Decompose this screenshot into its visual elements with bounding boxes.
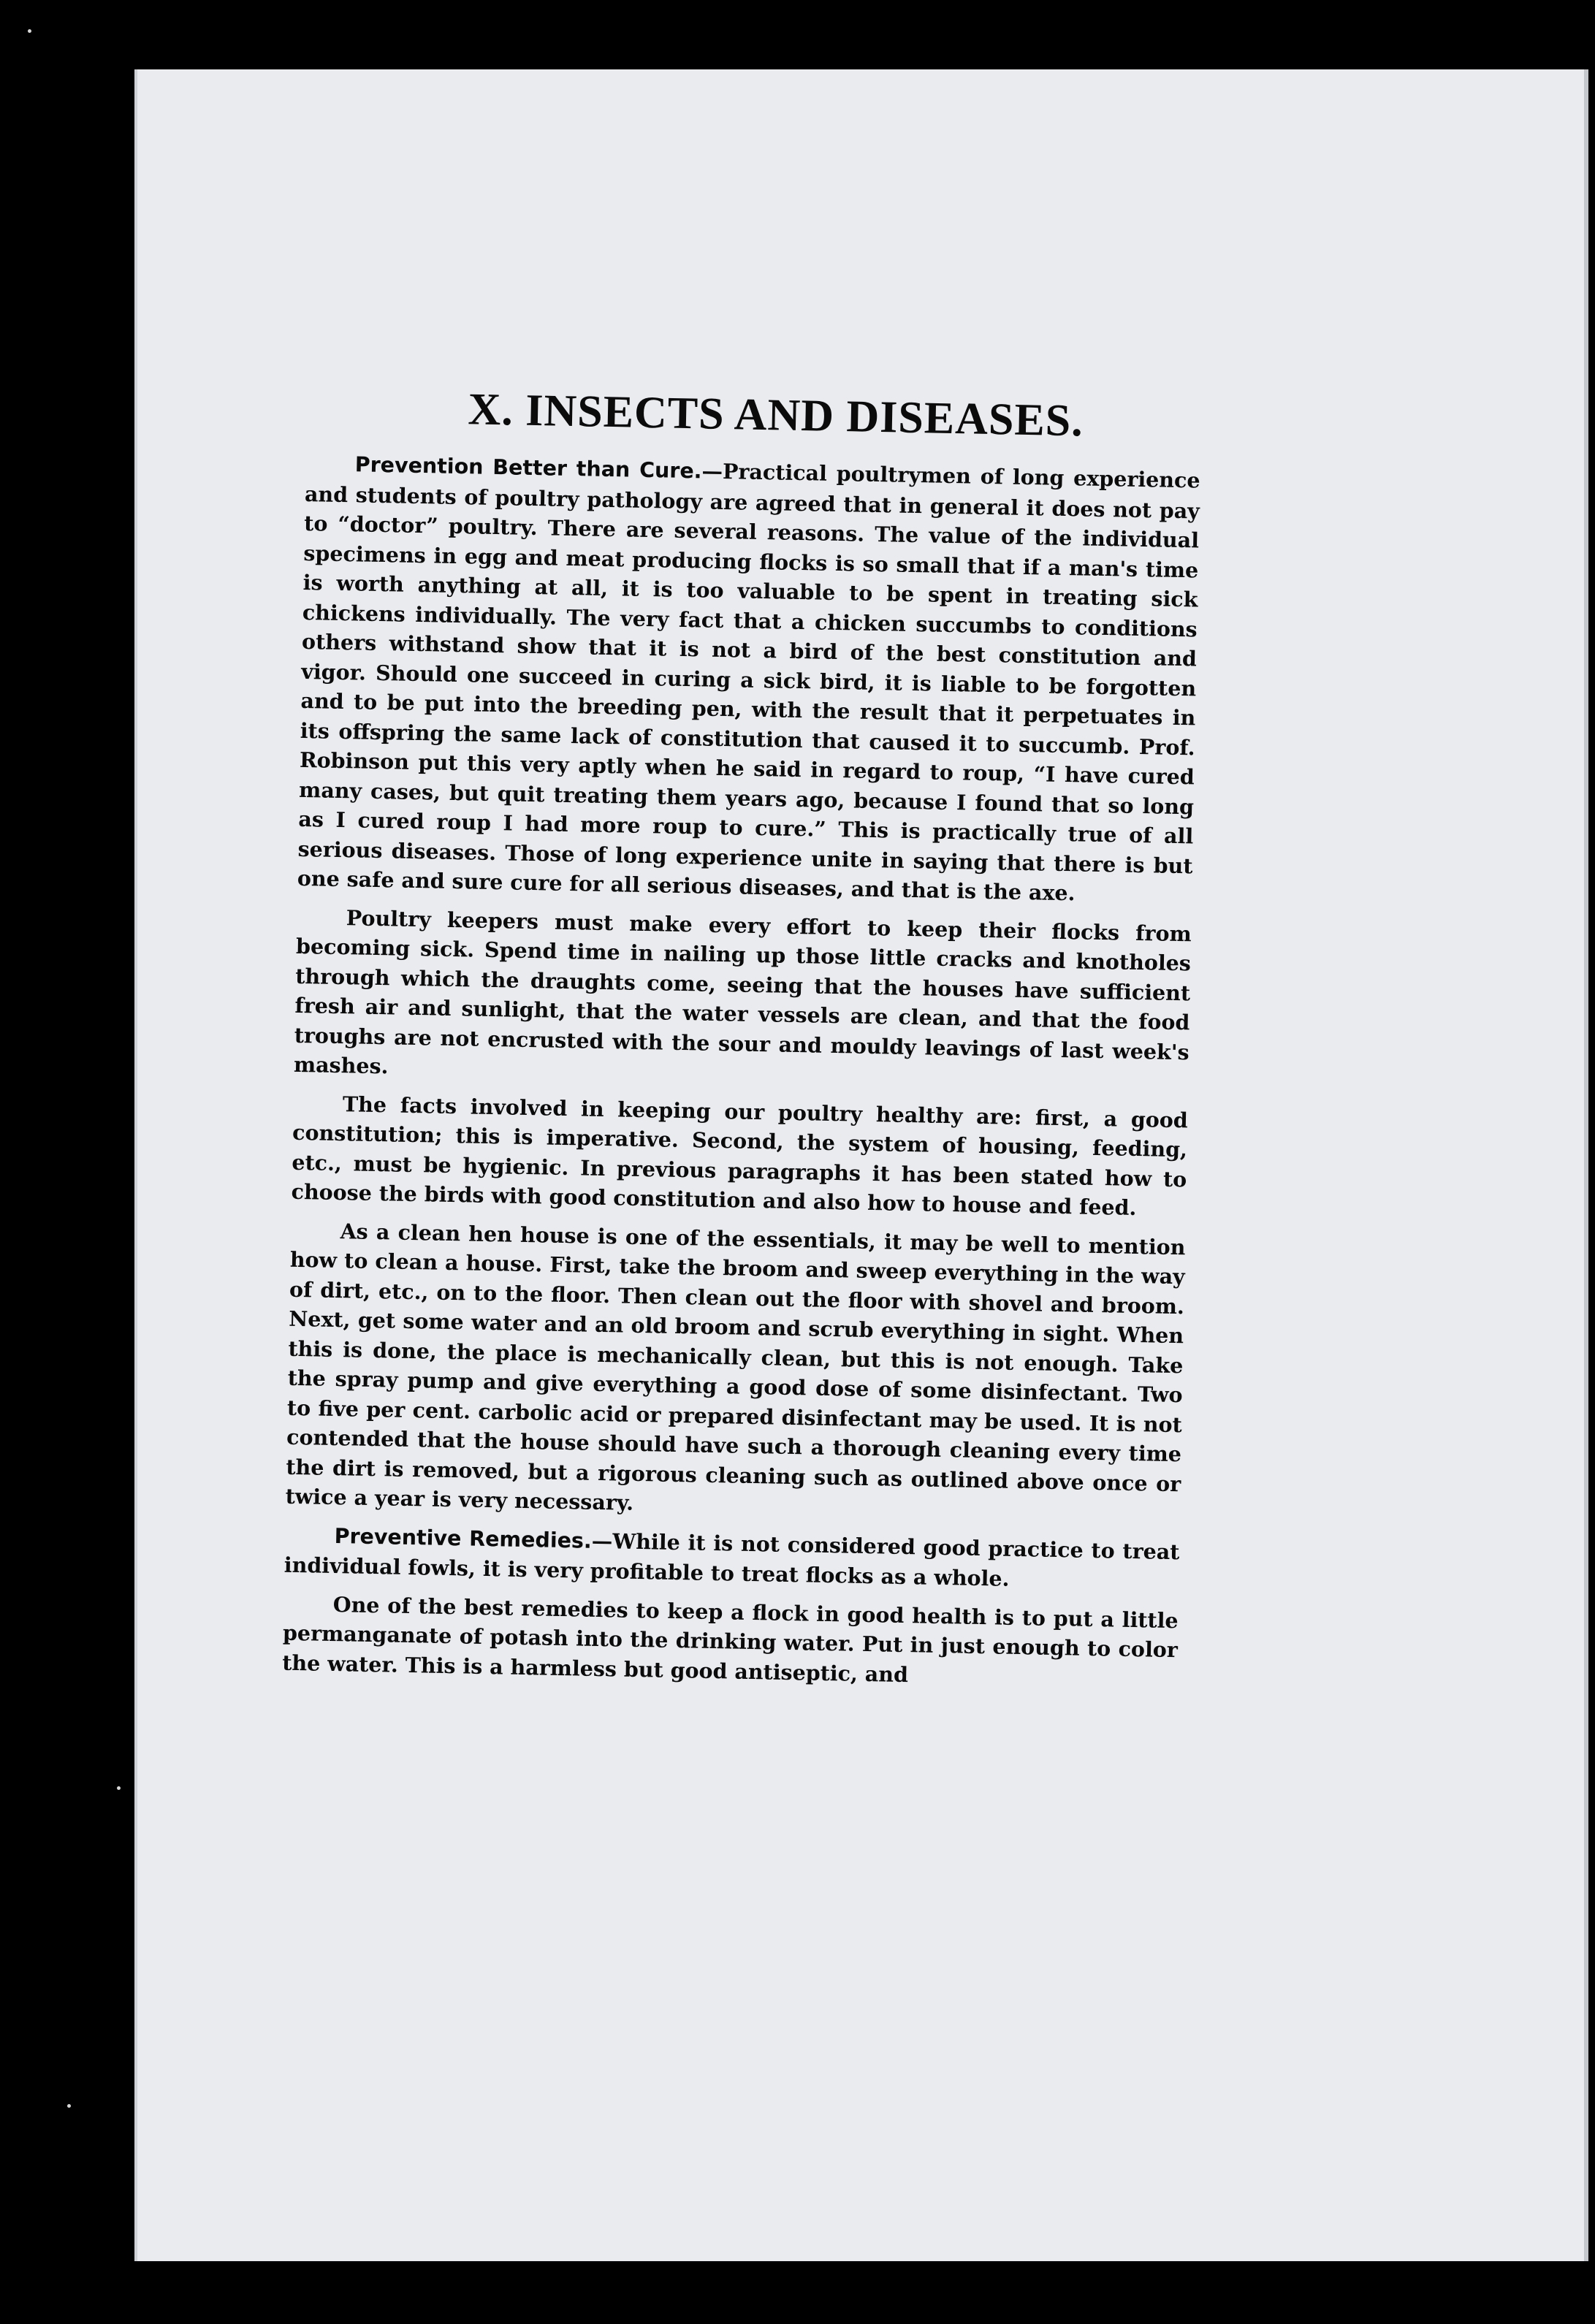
paragraph: Poultry keepers must make every effort to keep their flocks from becoming sick. Spend time in nailing up those little cracks and knotholes through which the draughts come, seeing that the houses have sufficient fresh air and sunlight, that the water vessels are clean, and that the food troughs are not encrusted with the sour and mouldy leavings of last week's mashes.: [293, 904, 1192, 1079]
paragraph: One of the best remedies to keep a flock in good health is to put a little permanganate of potash into the drinking water. Put in just enough to color the water. This is a harmless but good antiseptic, and: [281, 1591, 1179, 1687]
dust-speck: [117, 1786, 121, 1790]
paragraph: As a clean hen house is one of the essentials, it may be well to mention how to clean a house. First, take the broom and sweep everything in the way of dirt, etc., on to the floor. Then clean out the floor with shovel and broom. Next, get some water and an old broom and scrub everything in sight. When this is done, the place is mechanically clean, but this is not enough. Take the spray pump and give everything a good dose of some disinfectant. Two to five per cent. carbolic acid or prepared disinfectant may be used. It is not contended that the house should have such a thorough cleaning every time the dirt is removed, but a rigorous cleaning such as outlined above once or twice a year is very necessary.: [285, 1218, 1186, 1515]
chapter-title: X. INSECTS AND DISEASES.: [467, 384, 1084, 446]
section-heading-prevention: Prevention Better than Cure.: [354, 452, 702, 484]
section-heading-preventive-remedies: Preventive Remedies.: [334, 1523, 593, 1553]
dust-speck: [67, 2104, 71, 2108]
paragraph-preventive-remedies: [283, 1520, 1179, 1597]
dust-speck: [28, 29, 31, 33]
paragraph: The facts involved in keeping our poultry healthy are: first, a good constitution; this is imperative. Second, the system of housing, feeding, etc., must be hygienic. In previous paragraphs it has been stated how to choose the birds with good constitution and also how to house and feed.: [291, 1091, 1189, 1221]
paragraph-text: —Practical poultrymen of long experience and students of poultry pathology are agreed that in general it does not pay to “doctor” poultry. There are several reasons. The value of the individual specimens in egg and meat producing flocks is so small that if a man's time is worth anything at all, it is too valuable to be spent in treating sick chickens individually. The very fact that a chicken succumbs to conditions others withstand show that it is not a bird of the best constitution and vigor. Should one succeed in curing a sick bird, it is liable to be forgotten and to be put into the breeding pen, with the result that it perpetuates in its offspring the same lack of constitution that caused it to succumb. Prof. Robinson put this very aptly when he said in regard to roup, “I have cured many cases, but quit treating them years ago, because I found that so long as I cured roup I had more roup to cure.” This is practically true of all serious diseases. Those of long experience unite in saying that there is but one safe and sure cure for all serious diseases, and that is the axe.: [297, 458, 1200, 906]
page-content: [282, 380, 1202, 1703]
paragraph-prevention: [297, 449, 1200, 910]
paragraph-text: —While it is not considered good practice to treat individual fowls, it is very profitable to treat flocks as a whole.: [283, 1528, 1180, 1591]
